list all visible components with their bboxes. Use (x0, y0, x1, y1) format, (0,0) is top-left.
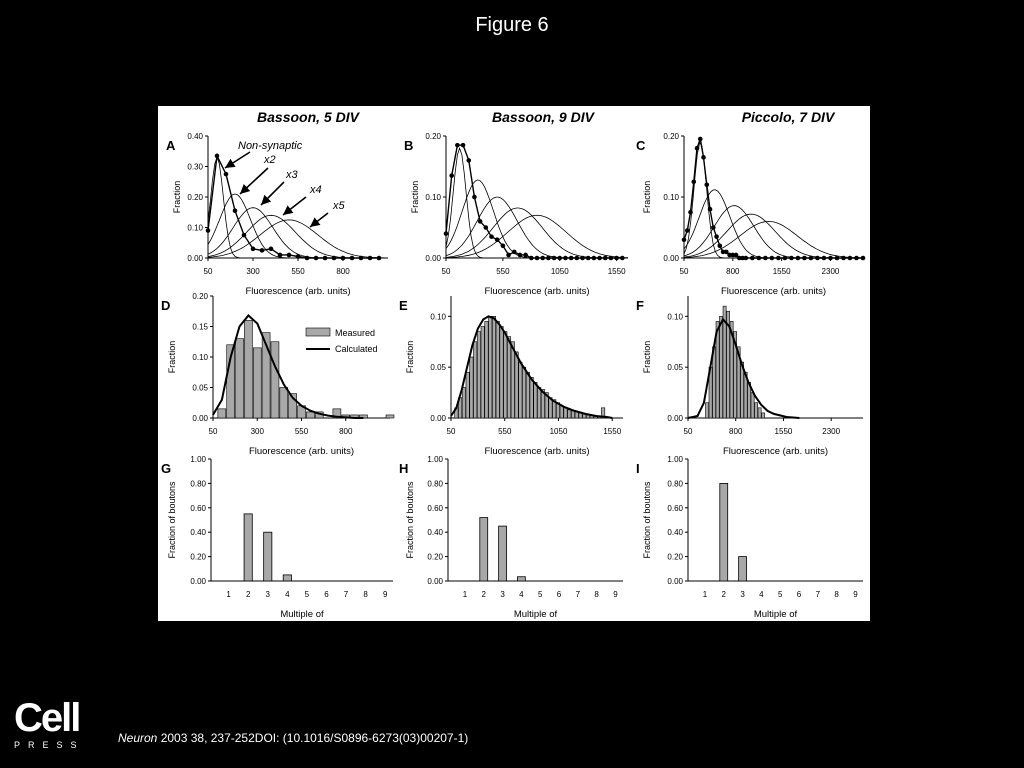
data-point-c (711, 225, 716, 230)
x-tick-label-b: 1050 (550, 267, 569, 276)
x-tick-label-h: 4 (519, 590, 524, 599)
y-label-h: Fraction of boutons (405, 481, 415, 559)
data-point-a (323, 256, 328, 261)
data-point-c (854, 256, 859, 261)
curve-c (684, 143, 863, 258)
data-point-b (563, 256, 568, 261)
data-point-c (744, 256, 749, 261)
curve-c (684, 214, 863, 258)
y-tick-label-h: 0.20 (427, 552, 443, 562)
y-tick-label-d: 0.20 (192, 292, 208, 301)
data-point-b (557, 256, 562, 261)
data-point-a (377, 256, 382, 261)
data-point-b (466, 158, 471, 163)
y-tick-label-d: 0.15 (192, 322, 208, 332)
data-point-b (620, 256, 625, 261)
data-point-b (495, 237, 500, 242)
histogram-bar-f (758, 408, 761, 418)
data-point-c (809, 256, 814, 261)
annotation-x5: x5 (333, 200, 345, 212)
histogram-bar-e (534, 382, 537, 418)
citation-details: 2003 38, 237-252DOI: (10.1016/S0896-6273(03)00207-1) (157, 731, 469, 745)
histogram-bar-d (253, 348, 261, 418)
legend-measured-label: Measured (335, 328, 376, 338)
x-tick-label-a: 800 (336, 267, 350, 276)
data-point-c (861, 256, 866, 261)
y-label-f: Fraction (642, 340, 652, 374)
x-label-h: Multiple of (513, 609, 558, 620)
bar-g (264, 532, 272, 581)
data-point-c (682, 237, 687, 242)
y-tick-label-a: 0.20 (187, 193, 203, 202)
y-tick-label-h: 1.00 (427, 455, 443, 464)
data-point-c (841, 256, 846, 261)
x-tick-label-h: 3 (500, 590, 505, 599)
x-tick-label-c: 800 (726, 267, 740, 276)
data-point-a (242, 233, 247, 238)
data-point-b (512, 250, 517, 255)
histogram-bar-f (720, 316, 723, 418)
column-title-bassoon-9: Bassoon, 9 DIV (492, 109, 594, 125)
data-point-a (368, 256, 373, 261)
histogram-bar-d (236, 339, 244, 418)
histogram-bar-d (386, 415, 394, 418)
figure-panel (158, 106, 870, 621)
y-tick-label-h: 0.60 (427, 503, 443, 513)
data-point-a (269, 247, 274, 252)
y-tick-label-c: 0.00 (663, 254, 679, 263)
histogram-bar-e (489, 316, 492, 418)
y-tick-label-b: 0.00 (425, 254, 441, 263)
histogram-bar-e (507, 337, 510, 418)
y-tick-label-f: 0.00 (667, 414, 683, 423)
data-point-c (708, 207, 713, 212)
curve-b (446, 148, 628, 258)
y-tick-label-i: 0.60 (667, 503, 683, 513)
x-tick-label-i: 5 (777, 590, 783, 599)
x-tick-label-e: 1050 (549, 427, 568, 436)
y-tick-label-b: 0.10 (425, 193, 441, 202)
x-tick-label-b: 1550 (607, 267, 626, 276)
x-tick-label-i: 6 (796, 590, 802, 599)
y-tick-label-f: 0.10 (667, 312, 683, 322)
histogram-bar-d (271, 342, 279, 418)
panel-label-e: E (399, 298, 408, 313)
y-tick-label-f: 0.05 (667, 363, 683, 373)
data-point-b (478, 219, 483, 224)
histogram-bar-e (515, 352, 518, 418)
data-point-b (529, 256, 534, 261)
histogram-bar-e (470, 357, 473, 418)
x-tick-label-c: 1550 (772, 267, 791, 276)
histogram-bar-f (762, 413, 765, 418)
data-point-a (332, 256, 337, 261)
bar-h (517, 577, 525, 581)
x-tick-label-g: 6 (324, 590, 329, 599)
data-point-b (540, 256, 545, 261)
y-tick-label-g: 1.00 (190, 455, 206, 464)
x-label-g: Multiple of (280, 609, 324, 620)
x-tick-label-e: 550 (498, 427, 512, 436)
data-point-b (592, 256, 597, 261)
histogram-bar-e (564, 408, 567, 418)
histogram-bar-e (571, 411, 574, 418)
x-label-a: Fluorescence (arb. units) (245, 286, 351, 297)
annotation-non-synaptic: Non-synaptic (238, 140, 303, 152)
histogram-bar-e (500, 327, 503, 419)
x-tick-label-a: 50 (203, 267, 213, 276)
y-tick-label-e: 0.00 (430, 414, 446, 423)
histogram-bar-f (751, 393, 754, 418)
x-tick-label-b: 50 (441, 267, 451, 276)
histogram-bar-e (526, 372, 529, 418)
annotation-x3: x3 (286, 169, 298, 181)
bar-h (499, 526, 507, 581)
data-point-b (506, 253, 511, 258)
data-point-c (704, 183, 709, 188)
x-tick-label-c: 50 (679, 267, 689, 276)
data-point-b (580, 256, 585, 261)
curve-b (446, 197, 628, 258)
histogram-bar-e (485, 321, 488, 418)
data-point-a (251, 247, 256, 252)
bar-g (283, 575, 291, 581)
data-point-b (444, 231, 449, 236)
x-tick-label-i: 3 (740, 590, 745, 599)
x-tick-label-b: 550 (496, 267, 510, 276)
measured-line-c (684, 139, 863, 258)
histogram-bar-d (218, 409, 226, 418)
data-point-c (815, 256, 820, 261)
data-point-a (224, 172, 229, 177)
histogram-bar-d (244, 320, 252, 418)
data-point-a (341, 256, 346, 261)
data-point-c (688, 210, 693, 215)
y-label-a: Fraction (172, 180, 182, 214)
x-tick-label-c: 2300 (821, 267, 840, 276)
y-tick-label-i: 1.00 (667, 455, 683, 464)
x-tick-label-d: 800 (339, 427, 353, 436)
data-point-b (461, 143, 466, 148)
annotation-x5-arrow (310, 213, 328, 227)
x-tick-label-g: 7 (343, 590, 349, 599)
data-point-b (546, 256, 551, 261)
y-tick-label-d: 0.05 (192, 383, 208, 393)
y-tick-label-a: 0.00 (187, 254, 203, 263)
curve-a (208, 157, 388, 258)
data-point-c (750, 256, 755, 261)
x-label-c: Fluorescence (arb. units) (720, 286, 827, 297)
y-label-b: Fraction (410, 180, 420, 214)
curve-a (208, 220, 388, 258)
data-point-a (260, 248, 265, 253)
x-label-d: Fluorescence (arb. units) (248, 446, 355, 457)
panel-label-i: I (636, 461, 640, 476)
y-label-g: Fraction of boutons (167, 481, 177, 559)
data-point-c (685, 228, 690, 233)
y-tick-label-e: 0.10 (430, 312, 446, 322)
annotation-x4: x4 (310, 184, 322, 196)
data-point-c (714, 234, 719, 239)
histogram-bar-d (306, 412, 314, 418)
column-title-piccolo-7: Piccolo, 7 DIV (741, 109, 835, 125)
y-tick-label-h: 0.40 (427, 528, 443, 538)
x-tick-label-g: 1 (226, 590, 231, 599)
x-tick-label-d: 50 (208, 427, 218, 436)
x-label-i: Multiple of (753, 609, 798, 620)
y-label-e: Fraction (405, 340, 415, 374)
x-tick-label-h: 5 (537, 590, 543, 599)
legend-calculated-label: Calculated (335, 344, 378, 354)
data-point-c (828, 256, 833, 261)
histogram-bar-e (492, 316, 495, 418)
data-point-c (695, 146, 700, 151)
x-tick-label-f: 1550 (774, 427, 793, 436)
data-point-a (350, 256, 355, 261)
x-tick-label-a: 550 (291, 267, 305, 276)
data-point-a (296, 254, 301, 259)
y-tick-label-g: 0.60 (190, 503, 206, 513)
histogram-bar-e (522, 367, 525, 418)
data-point-b (455, 143, 460, 148)
histogram-bar-e (473, 342, 476, 418)
x-tick-label-f: 2300 (822, 427, 841, 436)
histogram-bar-f (706, 403, 709, 418)
y-tick-label-c: 0.20 (663, 132, 679, 141)
data-point-b (597, 256, 602, 261)
cell-press-logo (14, 696, 85, 752)
y-tick-label-b: 0.20 (425, 132, 441, 141)
data-point-c (802, 256, 807, 261)
x-tick-label-h: 1 (462, 590, 468, 599)
panel-label-b: B (404, 138, 414, 153)
panel-label-c: C (636, 138, 646, 153)
bar-g (244, 514, 252, 581)
data-point-b (603, 256, 608, 261)
data-point-c (776, 256, 781, 261)
x-tick-label-g: 4 (285, 590, 290, 599)
data-point-c (783, 256, 788, 261)
x-tick-label-i: 8 (834, 590, 839, 599)
histogram-bar-e (477, 332, 480, 418)
annotation-x2-arrow (240, 168, 268, 194)
figure-svg (158, 106, 870, 621)
bar-i (739, 557, 747, 581)
x-tick-label-f: 800 (729, 427, 743, 436)
data-point-a (233, 208, 238, 213)
annotation-x3-arrow (261, 182, 284, 205)
histogram-bar-e (519, 362, 522, 418)
x-tick-label-d: 550 (294, 427, 309, 436)
data-point-a (314, 256, 319, 261)
data-point-b (609, 256, 614, 261)
histogram-bar-e (511, 342, 514, 418)
data-point-a (278, 253, 283, 258)
data-point-b (501, 244, 506, 249)
y-tick-label-i: 0.80 (667, 479, 683, 489)
data-point-b (586, 256, 591, 261)
data-point-b (489, 234, 494, 239)
y-tick-label-a: 0.30 (187, 162, 203, 172)
data-point-c (757, 256, 762, 261)
x-tick-label-i: 2 (721, 590, 726, 599)
data-point-c (835, 256, 840, 261)
y-tick-label-h: 0.00 (427, 577, 443, 586)
histogram-bar-f (755, 403, 758, 418)
curve-c (684, 190, 863, 258)
data-point-c (770, 256, 775, 261)
x-tick-label-e: 50 (446, 427, 456, 436)
y-tick-label-i: 0.20 (667, 552, 683, 562)
panel-label-d: D (161, 298, 171, 313)
y-tick-label-g: 0.80 (190, 479, 206, 489)
data-point-b (472, 195, 477, 200)
x-tick-label-f: 50 (683, 427, 693, 436)
histogram-bar-e (496, 321, 499, 418)
data-point-c (763, 256, 768, 261)
histogram-bar-e (462, 388, 465, 419)
x-label-b: Fluorescence (arb. units) (484, 286, 590, 297)
citation (118, 731, 468, 745)
x-tick-label-h: 7 (575, 590, 581, 599)
histogram-bar-e (537, 388, 540, 419)
x-tick-label-h: 2 (481, 590, 486, 599)
annotation-x4-arrow (283, 197, 306, 215)
citation-journal: Neuron (118, 731, 158, 745)
slide-title: Figure 6 (475, 14, 549, 36)
y-label-c: Fraction (642, 180, 652, 214)
x-tick-label-i: 9 (853, 590, 858, 599)
data-point-b (569, 256, 574, 261)
y-label-i: Fraction of boutons (642, 481, 652, 559)
histogram-bar-e (530, 377, 533, 418)
data-point-a (305, 256, 310, 261)
annotation-x2: x2 (264, 154, 276, 166)
logo-press-text: PRESS (14, 740, 85, 750)
y-tick-label-i: 0.00 (667, 577, 683, 586)
data-point-c (691, 179, 696, 184)
data-point-b (535, 256, 540, 261)
y-tick-label-h: 0.80 (427, 479, 443, 489)
y-tick-label-d: 0.10 (192, 353, 208, 362)
x-tick-label-h: 8 (594, 590, 599, 599)
y-tick-label-g: 0.20 (190, 552, 206, 562)
data-point-b (449, 173, 454, 178)
data-point-a (359, 256, 364, 261)
x-label-f: Fluorescence (arb. units) (722, 446, 829, 457)
histogram-bar-d (280, 388, 288, 419)
y-label-d: Fraction (167, 340, 177, 374)
data-point-c (848, 256, 853, 261)
histogram-bar-e (504, 332, 507, 418)
y-tick-label-e: 0.05 (430, 363, 446, 373)
panel-label-g: G (161, 461, 172, 476)
histogram-bar-e (568, 410, 571, 418)
annotation-non-synaptic-arrow (225, 152, 250, 168)
data-point-c (822, 256, 827, 261)
x-tick-label-e: 1550 (603, 427, 622, 436)
histogram-bar-e (466, 372, 469, 418)
x-tick-label-h: 6 (556, 590, 562, 599)
data-point-c (698, 137, 703, 142)
y-tick-label-a: 0.40 (187, 132, 203, 141)
y-tick-label-g: 0.40 (190, 528, 206, 538)
x-tick-label-a: 300 (246, 267, 260, 276)
data-point-b (575, 256, 580, 261)
y-tick-label-c: 0.10 (663, 193, 679, 202)
data-point-a (215, 154, 220, 159)
data-point-c (701, 155, 706, 160)
panel-label-h: H (399, 461, 409, 476)
x-tick-label-g: 3 (265, 590, 270, 599)
y-tick-label-a: 0.10 (187, 223, 203, 233)
x-label-e: Fluorescence (arb. units) (484, 446, 590, 457)
data-point-c (796, 256, 801, 261)
histogram-bar-e (481, 327, 484, 419)
legend-measured-swatch (306, 328, 330, 336)
x-tick-label-i: 1 (702, 590, 708, 599)
logo-cell-text: Cell (14, 696, 80, 740)
y-tick-label-d: 0.00 (192, 414, 208, 423)
histogram-bar-e (560, 406, 563, 418)
x-tick-label-g: 9 (382, 590, 388, 599)
x-tick-label-g: 5 (304, 590, 310, 599)
panel-label-f: F (636, 298, 644, 313)
x-tick-label-g: 2 (245, 590, 251, 599)
bar-h (480, 518, 488, 581)
panel-label-a: A (166, 138, 176, 153)
data-point-b (614, 256, 619, 261)
data-point-b (523, 253, 528, 258)
data-point-b (552, 256, 557, 261)
y-tick-label-i: 0.40 (667, 528, 683, 538)
curve-a (208, 208, 388, 258)
data-point-a (206, 228, 211, 233)
column-title-bassoon-5: Bassoon, 5 DIV (257, 109, 359, 125)
x-tick-label-i: 4 (759, 590, 764, 599)
x-tick-label-h: 9 (613, 590, 618, 599)
x-tick-label-g: 8 (363, 590, 368, 599)
data-point-b (484, 225, 489, 230)
bar-i (720, 483, 728, 581)
x-tick-label-d: 300 (250, 427, 264, 436)
x-tick-label-i: 7 (815, 590, 821, 599)
y-tick-label-g: 0.00 (190, 577, 206, 586)
data-point-a (287, 253, 292, 258)
data-point-c (718, 244, 723, 249)
data-point-c (789, 256, 794, 261)
data-point-b (518, 253, 523, 258)
